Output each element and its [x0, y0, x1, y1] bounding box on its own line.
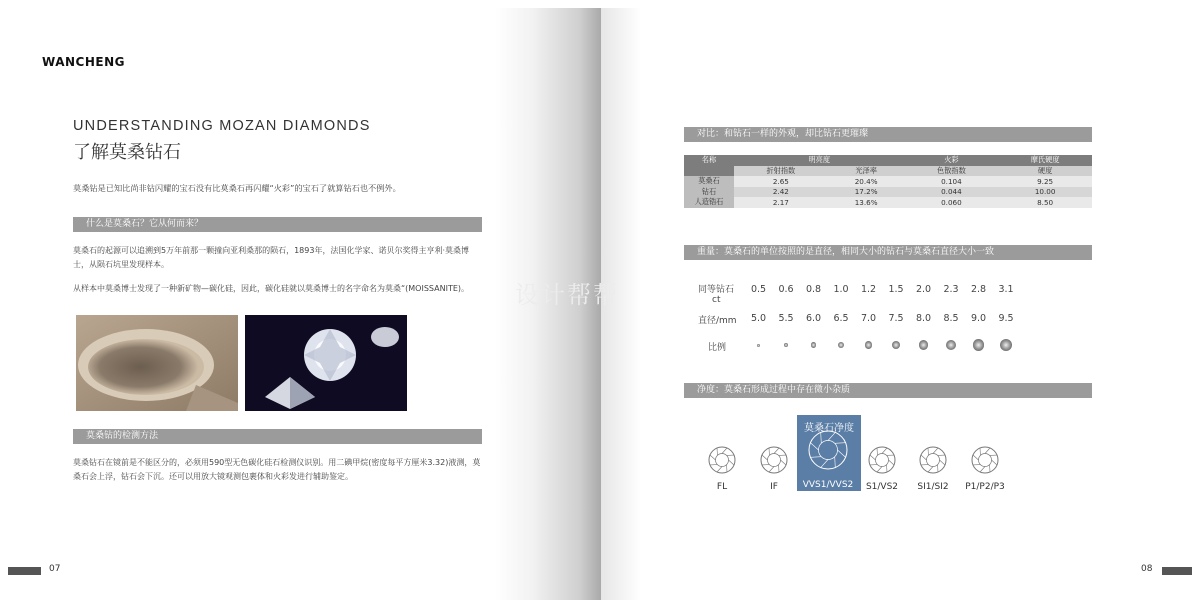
size-ratio-diamond-icon: [811, 342, 816, 347]
diamond-diagram-icon: [760, 446, 788, 474]
table-cell: 0.5: [750, 284, 767, 295]
table-cell: 8.5: [943, 313, 959, 324]
table-subheader-dispersion: 色散指数: [937, 165, 966, 175]
diamond-diagram-icon: [971, 446, 999, 474]
label-ct-unit: ct: [712, 295, 721, 305]
size-ratio-diamond-icon: [784, 343, 788, 347]
comparison-table: [684, 155, 1092, 208]
table-cell: 9.5: [998, 313, 1014, 324]
label-diameter: 直径/mm: [698, 316, 737, 326]
brand-logo: WANCHENG: [42, 55, 125, 69]
table-cell: 6.5: [833, 313, 849, 324]
page-number-right: 08: [1141, 564, 1153, 574]
diamond-diagram-icon: [919, 446, 947, 474]
size-ratio-diamond-icon: [919, 340, 929, 350]
table-row: 钻石 2.42 17.2% 0.044 10.00: [684, 187, 1092, 198]
section-bar-detection: 莫桑钻的检测方法: [73, 429, 482, 444]
table-cell: 2.0: [915, 284, 932, 295]
section-bar-origin: 什么是莫桑石？它从何而来？: [73, 217, 482, 232]
table-cell: 0.6: [778, 284, 794, 295]
clarity-grade-label: VVS1/VVS2: [802, 480, 854, 490]
table-subheader-luster: 光泽率: [855, 165, 877, 175]
size-ratio-diamond-icon: [865, 341, 872, 348]
table-header-hardness: 摩氏硬度: [1030, 155, 1060, 165]
section-bar-weight: 重量：莫桑石的单位按照的是直径，相同大小的钻石与莫桑石直径大小一致: [684, 245, 1092, 260]
table-header-brightness: 明亮度: [808, 155, 831, 165]
size-ratio-diamond-icon: [1000, 339, 1013, 352]
detection-paragraph: 莫桑钻石在镜前是不能区分的，必须用590型无色碳化硅石检测仪识别。用二碘甲烷(密度每平方厘米3.32)液测，莫桑石会上浮，钻石会下沉。还可以用放大镜观测包裹体和火彩发进行辅助鉴定。: [73, 458, 481, 481]
clarity-grades-row: [680, 436, 1020, 496]
table-cell: 7.5: [888, 313, 904, 324]
table-cell: 2.8: [970, 284, 987, 295]
section-bar-clarity: 净度：莫桑石形成过程中存在微小杂质: [684, 383, 1092, 398]
page-marker-left: [8, 567, 41, 575]
title-chinese: 了解莫桑钻石: [73, 142, 181, 163]
table-cell: 9.0: [970, 313, 987, 324]
discovery-paragraph: 从样本中莫桑博士发现了一种新矿物—碳化硅，因此，碳化硅就以莫桑博士的名字命名为莫桑“(MOISSANITE)。: [73, 284, 470, 293]
table-row: 人造锆石 2.17 13.6% 0.060 8.50: [684, 197, 1092, 208]
diamond-diagram-icon: [808, 430, 848, 470]
section-bar-compare: 对比：和钻石一样的外观，却比钻石更璀璨: [684, 127, 1092, 142]
table-header-name: 名称: [701, 155, 717, 165]
meteor-crater-photo: [76, 315, 238, 411]
table-cell: 1.2: [860, 284, 877, 295]
clarity-grade-label: IF: [770, 482, 778, 492]
origin-paragraph: 莫桑石的起源可以追溯到5万年前那一颗撞向亚利桑那的陨石，1893年，法国化学家、诺贝尔奖得主亨利·莫桑博士，从陨石坑里发现样本。: [73, 246, 469, 269]
size-ratio-diamond-icon: [838, 342, 844, 348]
table-subheader-refraction: 折射指数: [766, 165, 796, 175]
table-subheader-hardness: 硬度: [1037, 165, 1053, 175]
size-ratio-diamond-icon: [973, 339, 985, 351]
clarity-grade-label: P1/P2/P3: [965, 482, 1005, 492]
page-number-left: 07: [49, 564, 61, 574]
table-cell: 1.5: [888, 284, 904, 295]
size-ratio-diamond-icon: [946, 340, 957, 351]
watermark: 设计帮帮: [515, 281, 619, 309]
right-page: [600, 0, 1200, 608]
table-cell: 1.0: [833, 284, 849, 295]
diamond-photo: [245, 315, 407, 411]
table-header-fire: 火彩: [944, 155, 959, 165]
table-cell: 2.3: [943, 284, 959, 295]
table-row: 莫桑石 2.65 20.4% 0.104 9.25: [684, 176, 1092, 187]
table-cell: 8.0: [915, 313, 932, 324]
ratio-dots-row: [745, 335, 1025, 355]
clarity-grade-label: SI1/SI2: [917, 482, 949, 492]
clarity-highlight-title: 莫桑石净度: [804, 423, 854, 434]
diamond-diagram-icon: [708, 446, 736, 474]
size-ratio-diamond-icon: [757, 344, 760, 347]
table-cell: 7.0: [860, 313, 877, 324]
table-cell: 5.5: [778, 313, 794, 324]
clarity-grade-label: S1/VS2: [865, 482, 899, 492]
label-ratio: 比例: [708, 343, 727, 353]
table-cell: 5.0: [750, 313, 767, 324]
size-ratio-diamond-icon: [892, 341, 901, 350]
title-english: UNDERSTANDING MOZAN DIAMONDS: [73, 118, 371, 134]
label-equivalent-ct: 同等钻石: [698, 285, 735, 295]
diamond-diagram-icon: [868, 446, 896, 474]
intro-text: 莫桑钻是已知比尚非钻闪耀的宝石没有比莫桑石再闪耀“火彩”的宝石了就算钻石也不例外。: [73, 183, 401, 193]
page-marker-right: [1162, 567, 1192, 575]
clarity-grade-label: FL: [716, 482, 728, 492]
table-cell: 6.0: [805, 313, 822, 324]
table-cell: 3.1: [998, 284, 1014, 295]
table-cell: 0.8: [805, 284, 822, 295]
